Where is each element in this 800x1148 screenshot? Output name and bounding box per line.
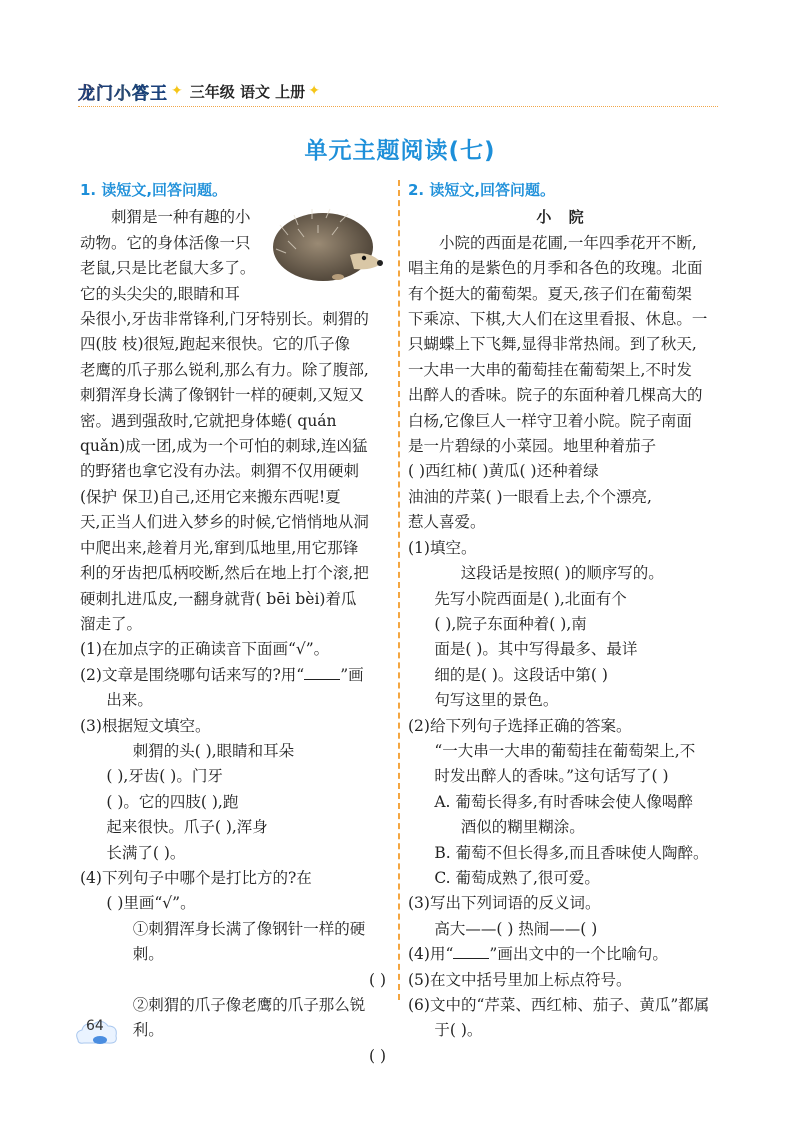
question-text: (2)文章是围绕哪句话来写的?用“ (80, 665, 305, 684)
question-2-3: (3)写出下列词语的反义词。 (408, 894, 601, 913)
right-column (408, 178, 718, 1044)
question-2-2: (2)给下列句子选择正确的答案。 (408, 716, 632, 735)
passage-line[interactable]: ( )西红柿( )黄瓜( )还种着绿 (408, 462, 599, 481)
left-column (80, 178, 386, 1069)
passage-line: 一大串一大串的葡萄挂在葡萄架上,不时发 (408, 360, 692, 379)
question-1-2-cont: 出来。 (106, 691, 153, 710)
fill-line[interactable]: 这段话是按照( )的顺序写的。 (460, 564, 664, 583)
answer-paren[interactable]: ( ) (368, 970, 386, 989)
underline-sample (304, 663, 340, 680)
fill-line[interactable]: ( )。它的四肢( ),跑 (106, 792, 239, 811)
hedgehog-image (268, 205, 386, 285)
passage-line: (保护 保卫)自己,还用它来搬东西呢!夏 (80, 487, 341, 506)
question-1-4: (4)下列句子中哪个是打比方的?在 (80, 868, 312, 887)
fill-line[interactable]: 面是( )。其中写得最多、最详 (434, 640, 638, 659)
passage-line: 只蝴蝶上下飞舞,显得非常热闹。到了秋天, (408, 335, 697, 354)
star-icon: ✦ (308, 83, 320, 99)
passage-line: 密。遇到强敌时,它就把身体蜷( quán (80, 411, 337, 430)
fill-line[interactable]: 起来很快。爪子( ),浑身 (106, 818, 268, 837)
passage-line: 有个挺大的葡萄架。夏天,孩子们在葡萄架 (408, 284, 692, 303)
fill-line[interactable]: 刺猬的头( ),眼睛和耳朵 (132, 741, 295, 760)
passage-line: 硬刺扎进瓜皮,一翻身就背( bēi bèi)着瓜 (80, 589, 357, 608)
passage-line: 中爬出来,趁着月光,窜到瓜地里,用它那锋 (80, 538, 359, 557)
question-text: ”画出文中的一个比喻句。 (489, 945, 668, 964)
passage-line: 朵很小,牙齿非常锋利,门牙特别长。刺猬的 (80, 310, 369, 329)
fill-line[interactable]: 先写小院西面是( ),北面有个 (434, 589, 627, 608)
passage-line: 它的头尖尖的,眼睛和耳 (80, 284, 240, 303)
answer-paren[interactable]: ( ) (368, 1046, 386, 1065)
passage-line: 四(肢 枝)很短,跑起来很快。它的爪子像 (80, 335, 350, 354)
question-text: ”画 (340, 665, 364, 684)
passage-line: 下乘凉、下棋,大人们在这里看报、休息。一 (408, 310, 708, 329)
underline-sample (453, 943, 489, 960)
question-2-heading: 2. 读短文,回答问题。 (408, 181, 556, 199)
antonym-line[interactable]: 高大——( ) 热闹——( ) (434, 919, 598, 938)
passage-line: 利的牙齿把瓜柄咬断,然后在地上打个滚,把 (80, 564, 369, 583)
question-2-6: (6)文中的“芹菜、西红柿、茄子、黄瓜”都属 (408, 996, 710, 1014)
page-header (78, 76, 718, 108)
passage-line: 小院的西面是花圃,一年四季花开不断, (439, 233, 697, 252)
question-1-4-cont: ( )里画“√”。 (106, 894, 196, 913)
brand (78, 78, 323, 104)
option-a-cont: 酒似的糊里糊涂。 (460, 818, 585, 837)
passage-line: 溜走了。 (80, 614, 143, 633)
passage-line: 老鹰的爪子那么锐利,那么有力。除了腹部, (80, 360, 369, 379)
passage-line: quǎn)成一团,成为一个可怕的刺球,连凶猛 (80, 437, 368, 456)
option-2: ②刺猬的爪子像老鹰的爪子那么锐利。 (132, 996, 366, 1040)
passage-line: 天,正当人们进入梦乡的时候,它悄悄地从洞 (80, 513, 369, 532)
question-1-heading: 1. 读短文,回答问题。 (80, 181, 228, 199)
fill-line[interactable]: ( ),牙齿( )。门牙 (106, 767, 223, 786)
option-a: A. 葡萄长得多,有时香味会使人像喝醉 (434, 792, 693, 811)
question-2-5: (5)在文中括号里加上标点符号。 (408, 970, 632, 989)
page-title: 单元主题阅读(七) (304, 138, 496, 164)
fill-line[interactable]: 长满了( )。 (106, 843, 186, 862)
passage-line: 刺猬浑身长满了像钢针一样的硬刺,又短又 (80, 386, 364, 405)
option-1: ①刺猬浑身长满了像钢针一样的硬刺。 (132, 919, 366, 964)
passage-line: 老鼠,只是比老鼠大多了。 (80, 259, 256, 278)
passage-line: 动物。它的身体活像一只 (80, 233, 251, 252)
passage-line: 是一片碧绿的小菜园。地里种着茄子 (408, 437, 657, 456)
fill-line: 句写这里的景色。 (434, 691, 559, 710)
question-2-1: (1)填空。 (408, 538, 477, 557)
brand-logo: 龙门小答王 (78, 79, 168, 104)
passage-line: 刺猬是一种有趣的小 (111, 208, 251, 227)
grade-subject: 三年级 语文 上册 (189, 82, 306, 101)
fill-line[interactable]: ( ),院子东面种着( ),南 (434, 614, 587, 633)
question-1-2 (80, 663, 386, 688)
passage-title: 小 院 (536, 208, 590, 227)
question-text: (4)用“ (408, 945, 454, 964)
option-b: B. 葡萄不但长得多,而且香味使人陶醉。 (434, 843, 709, 862)
question-2-6-cont[interactable]: 于( )。 (434, 1021, 483, 1040)
question-1-1: (1)在加点字的正确读音下面画“√”。 (80, 640, 330, 659)
star-icon: ✦ (171, 83, 183, 99)
page-number-badge (72, 1016, 122, 1046)
quote-line[interactable]: 时发出醉人的香味。”这句话写了( ) (434, 767, 669, 786)
quote-line: “一大串一大串的葡萄挂在葡萄架上,不 (434, 741, 696, 760)
page-number: 64 (86, 1018, 104, 1034)
question-2-4 (408, 942, 718, 967)
passage-line: 惹人喜爱。 (408, 513, 486, 532)
passage-line: 唱主角的是紫色的月季和各色的玫瑰。北面 (408, 259, 703, 278)
question-1-3: (3)根据短文填空。 (80, 716, 211, 735)
fill-line[interactable]: 细的是( )。这段话中第( ) (434, 665, 608, 684)
option-c: C. 葡萄成熟了,很可爱。 (434, 868, 600, 887)
passage-line: 白杨,它像巨人一样守卫着小院。院子南面 (408, 411, 692, 430)
passage-line: 的野猪也拿它没有办法。刺猬不仅用硬刺 (80, 462, 360, 481)
header-divider (78, 106, 718, 107)
passage-line: 出醉人的香味。院子的东面种着几棵高大的 (408, 386, 703, 405)
column-divider (398, 180, 400, 1000)
passage-line[interactable]: 油油的芹菜( )一眼看上去,个个漂亮, (408, 487, 652, 506)
